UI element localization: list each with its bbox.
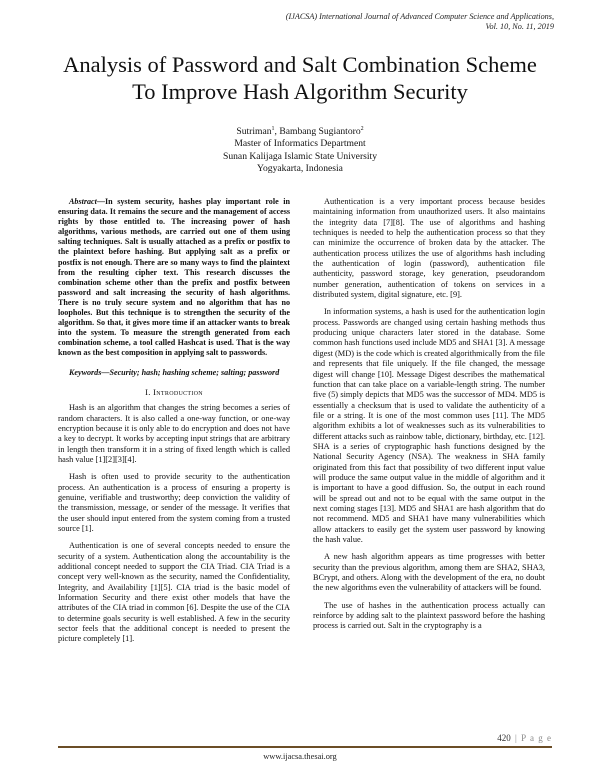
author-2: , Bambang Sugiantoro: [274, 126, 361, 137]
affiliation-location: Yogyakarta, Indonesia: [257, 162, 343, 174]
affiliation-department: Master of Informatics Department: [234, 138, 366, 150]
journal-header: [154, 12, 554, 32]
right-paragraph: A new hash algorithm appears as time progresses with better security than the previous algorithm, among them are SHA2, SHA3, BCrypt, and others. Along with the development of the era, no doubt the new algorithms even the vulnerability of attackers will be found.: [313, 552, 545, 593]
abstract-lead: Abstract: [69, 197, 97, 206]
journal-name: (IJACSA) International Journal of Advanced Computer Science and Applications,: [285, 12, 554, 21]
page-label: P a g e: [521, 733, 552, 743]
footer-divider: [58, 746, 552, 748]
section-heading: [58, 387, 290, 397]
author-2-sup: 2: [360, 125, 364, 132]
section-number: I.: [145, 386, 151, 397]
author-1-sup: 1: [271, 125, 275, 132]
author-block: [0, 126, 600, 175]
keywords: Keywords—Security; hash; hashing scheme; salting; password: [69, 367, 280, 377]
right-column: [313, 197, 545, 639]
left-column: [58, 197, 290, 652]
title-line-2: To Improve Hash Algorithm Security: [132, 78, 468, 104]
right-paragraph: Authentication is a very important process because besides maintaining information from unauthorized users. It also maintains the integrity data [7][8]. The use of algorithms and hashing techniques is needed to help the authentication process so that they can minimize the occurrence of broken data by the attacker. The authentication process utilizes the use of algorithms hash including the authentication of login (password), authentication file authenticity, password storage, key generation, pseudorandom number generation, authentication of tokens on services in a distributed system, digital signature, etc. [9].: [313, 197, 545, 300]
abstract: [58, 197, 290, 359]
left-paragraph: Hash is an algorithm that changes the string becomes a series of random characters. It is also called a one-way function, or one-way encryption because it is only able to do encryption and does not have a key to decrypt. It works by accepting input strings that are arbitrary in length then transform it in a string of fixed length which is called hash value [1][2][3][4].: [58, 403, 290, 464]
abstract-text: —In system security, hashes play important role in ensuring data. It remains the secure and the management of access rights by those entitled to. The increasing power of hash algorithms, various methods, are carried out one of them using salting techniques. Salt is usually attached as a prefix or postfix to the plaintext before hashing. But applying salt as a prefix or postfix is not enough. There are so many ways to find the plaintext from the resulting cipher text. This research discusses the combination scheme other than the prefix and postfix between password and salt increasing the security of hash algorithms. There is no truly secure system and no algorithm that has no loopholes. But this technique is to strengthen the security of the algorithm. So that, it gives more time if an attacker wants to break into the system. To measure the strength generated from each combination scheme, a tool called Hashcat is used. That is the way known as the best composition in applying salt to passwords.: [58, 197, 290, 358]
page-number-value: 420: [497, 733, 511, 743]
right-paragraph: In information systems, a hash is used for the authentication login process. Passwords are changed using certain hashing methods thus producing unique characters later stored in the database. Some common hash functions used include MD5 and SHA1 [3]. A message digest (MD) is the code which is created algorithmically from the file and represents that file uniquely. If the file changed, the message digest will change [10]. Message Digest describes the mathematical function that can take place on a variable-length string. The number five (5) simply depicts that MD5 was the successor of MD4. MD5 is essentially a checksum that is used to validate the authenticity of a file or a string. It is one of the most common uses [11]. The MD5 algorithm exhibits a lot of weaknesses such as its vulnerabilities to different attacks such as rainbow table, dictionary, birthday, etc. [12]. SHA is a series of cryptographic hash functions designed by the National Security Agency (NSA). The weakness in SHA family originated from this fact that possibility of two different input value will produce the same output value in the middle of algorithm and it is important to have a good diffusion. So, the output in each round will be spread out and not to be equal with the same output in the next coming stages [13]. MD5 and SHA1 are hash algorithm that do not recommend. MD5 and SHA1 have many vulnerabilities which allow attackers to easily get the system user password by knowing the hash value.: [313, 307, 545, 544]
left-paragraph: Authentication is one of several concepts needed to ensure the security of a system. Authentication along the accountability is the additional concept needed to support the CIA Triad. CIA Triad is a concept very well-known as the security, named the Confidentiality, Integrity, and Availability [1][5]. CIA triad is the basic model of Information Security and there exist other models that have the attributes of the CIA triad in common [6]. Despite the use of the CIA to determine goals security is well established. A few in the security sector feels that the additional concept is needed to present the picture completely [1].: [58, 541, 290, 644]
journal-volume: Vol. 10, No. 11, 2019: [485, 22, 554, 32]
page-separator: |: [515, 733, 517, 743]
page-number: [497, 733, 552, 743]
title-line-1: Analysis of Password and Salt Combination Scheme: [63, 52, 537, 77]
author-names: [0, 126, 600, 138]
affiliation-university: Sunan Kalijaga Islamic State University: [223, 150, 377, 162]
left-paragraph: Hash is often used to provide security to the authentication process. An authentication is a process of ensuring a property is genuine, verifiable and trustworthy; deep conviction the validity of the transmission, message, or sender of the message. It verifies that the user should input entered from the system coming from a trusted source [1].: [58, 472, 290, 533]
section-title: Introduction: [153, 386, 203, 397]
author-1: Sutriman: [236, 126, 272, 137]
journal-website: www.ijacsa.thesai.org: [263, 752, 337, 761]
paper-title: [0, 52, 600, 105]
right-paragraph: The use of hashes in the authentication process actually can reinforce by adding salt to the plaintext password before the hashing process is carried out. Salt in the cryptography is a: [313, 600, 545, 631]
